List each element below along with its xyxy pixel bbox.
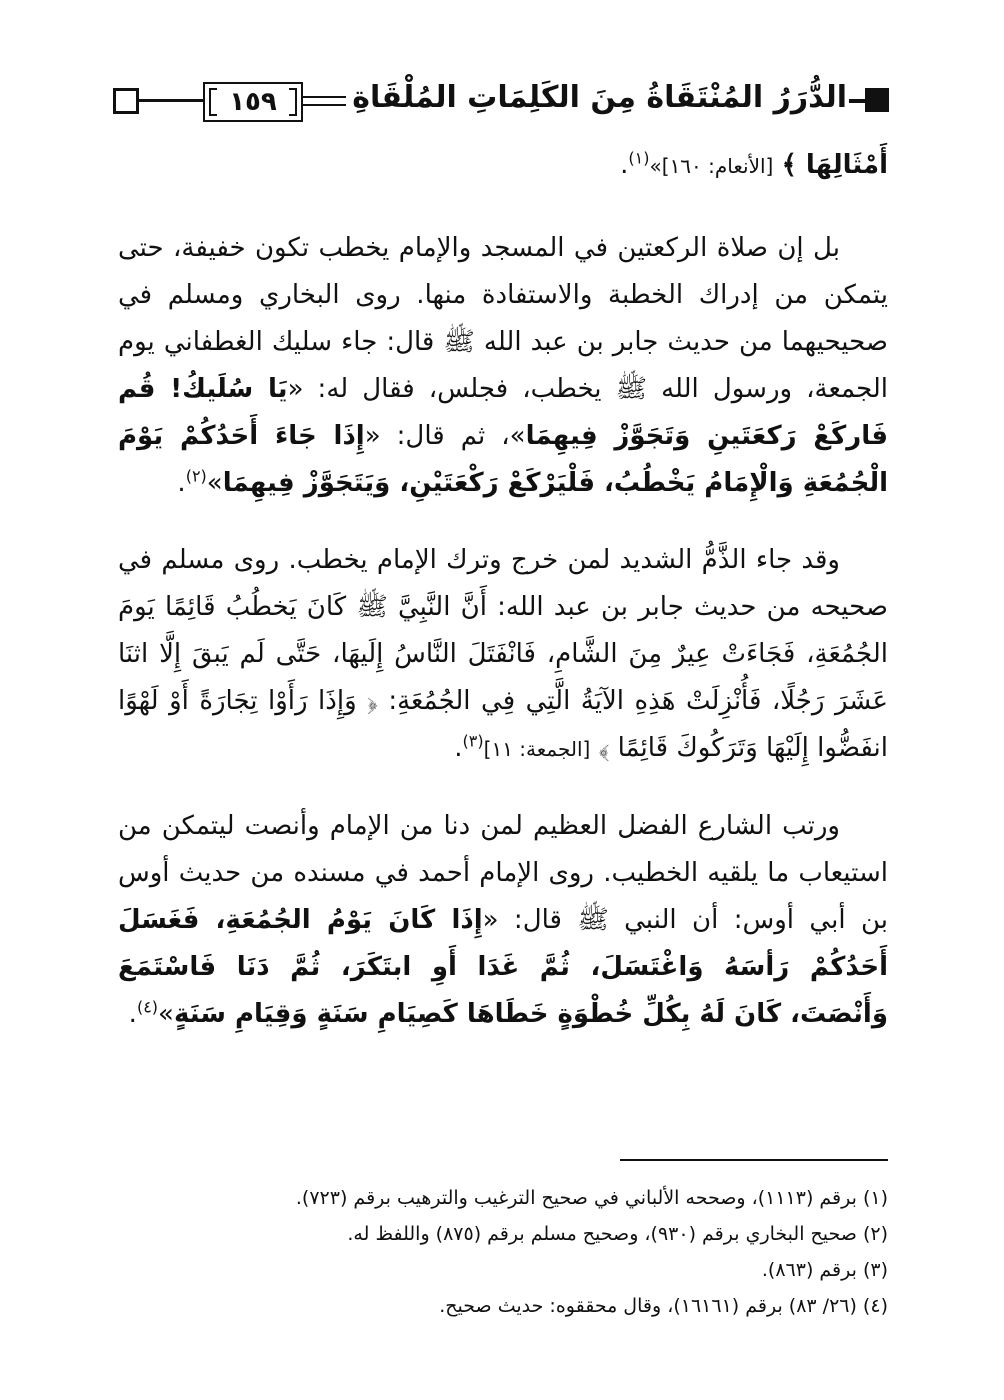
footnote-3: (٣) برقم (٨٦٣). (761, 1259, 888, 1281)
main-text (118, 142, 888, 1068)
surah-reference: [الأنعام: ١٦٠]» (649, 154, 774, 178)
footnote-marker-1: (١) (628, 148, 650, 168)
header-left-rule (139, 99, 203, 102)
page-number-box (203, 82, 303, 122)
verse-ending-line (118, 142, 888, 190)
page-number: ١٥٩ (229, 87, 277, 117)
paragraph-3-end: . (128, 999, 137, 1029)
hadith-quote-3: إِذَا كَانَ يَوْمُ الجُمُعَةِ، فَغَسَلَ أَحَدُكُمْ رَأسَهُ وَاغْتَسَلَ، ثُمَّ غَدَا أَوِ ابتَكَرَ، ثُمَّ دَنَا فَاسْتَمَعَ وَأَنْصَتَ، كَانَ لَهُ بِكُلِّ خُطْوَةٍ خَطَاهَا كَصِيَامِ سَنَةٍ وَقِيَامِ سَنَةٍ (118, 905, 888, 1029)
paragraph-1-text-b: »، ثم قال: « (364, 421, 526, 451)
footnote-marker-4: (٤) (136, 997, 159, 1017)
paragraph-1-text-a: بل إن صلاة الركعتين في المسجد والإمام يخطب تكون خفيفة، حتى يتمكن من إدراك الخطبة والاستفادة منها. روى البخاري ومسلم في صحيحيهما من حديث جابر بن عبد الله ﷺ قال: جاء سليك الغطفاني يوم الجمعة، ورسول الله ﷺ يخطب، فجلس، فقال له: « (118, 233, 888, 404)
surah-reference-2: [الجمعة: ١١] (483, 737, 591, 761)
paragraph-1-text-c: » (206, 468, 223, 498)
hadith-quote-2: إِذَا جَاءَ أَحَدُكُمْ يَوْمَ الْجُمُعَةِ وَالْإِمَامُ يَخْطُبُ، فَلْيَرْكَعْ رَكْعَتَيْنِ، وَيَتَجَوَّزْ فِيهِمَا (118, 421, 888, 498)
paragraph-1 (118, 225, 888, 507)
verse-fragment: أَمْثَالِهَا ﴾ (781, 150, 888, 180)
book-title: الدُّرَرُ المُنْتَقَاةُ مِنَ الكَلِمَاتِ المُلْقَاةِ (346, 80, 853, 115)
page-header (113, 78, 889, 126)
paragraph-2 (118, 537, 888, 773)
paragraph-2-end: . (454, 733, 463, 763)
paragraph-2-text: وقد جاء الذَّمُّ الشديد لمن خرج وترك الإمام يخطب. روى مسلم في صحيحه من حديث جابر بن عبد الله: أَنَّ النَّبِيَّ ﷺ كَانَ يَخطُبُ قَائِمًا يَومَ الجُمُعَةِ، فَجَاءَتْ عِيرٌ مِنَ الشَّامِ، فَانْفَتَلَ النَّاسُ إِلَيهَا، حَتَّى لَم يَبقَ إِلَّا اثنَا عَشَرَ رَجُلًا، فَأُنْزِلَتْ هَذِهِ الآيَةُ الَّتِي فِي الجُمُعَةِ: ﴿ وَإِذَا رَأَوْا تِجَارَةً أَوْ لَهْوًا انفَضُّوا إِلَيْهَا وَتَرَكُوكَ قَائِمًا ﴾ (118, 545, 888, 763)
footnote-4: (٤) (٢٦/ ٨٣) برقم (١٦١٦١)، وقال محققوه: حديث صحيح. (439, 1295, 888, 1317)
hadith-quote-1: يَا سُلَيكُ! قُم فَاركَعْ رَكعَتَينِ وَتَجَوَّزْ فِيهِمَا (118, 374, 889, 451)
footnote-1: (١) برقم (١١١٣)، وصححه الألباني في صحيح الترغيب والترهيب برقم (٧٢٣). (295, 1187, 888, 1209)
paragraph-3-text-a: ورتب الشارع الفضل العظيم لمن دنا من الإمام وأنصت ليتمكن من استيعاب ما يلقيه الخطيب. روى الإمام أحمد في مسنده من حديث أوس بن أبي أوس: أن النبي ﷺ قال: « (118, 811, 888, 935)
footnote-marker-2: (٢) (185, 466, 207, 486)
header-right-square (865, 88, 889, 112)
footnote-marker-3: (٣) (462, 731, 484, 751)
header-left-square (113, 88, 139, 114)
paragraph-1-end: . (177, 468, 186, 498)
line-end: . (620, 150, 629, 180)
footnote-separator (620, 1159, 888, 1161)
footnote-2: (٢) صحيح البخاري برقم (٩٣٠)، وصحيح مسلم برقم (٨٧٥) واللفظ له. (347, 1223, 888, 1245)
footnotes (118, 1180, 888, 1324)
paragraph-3-text-b: » (158, 999, 174, 1029)
paragraph-3 (118, 803, 888, 1038)
